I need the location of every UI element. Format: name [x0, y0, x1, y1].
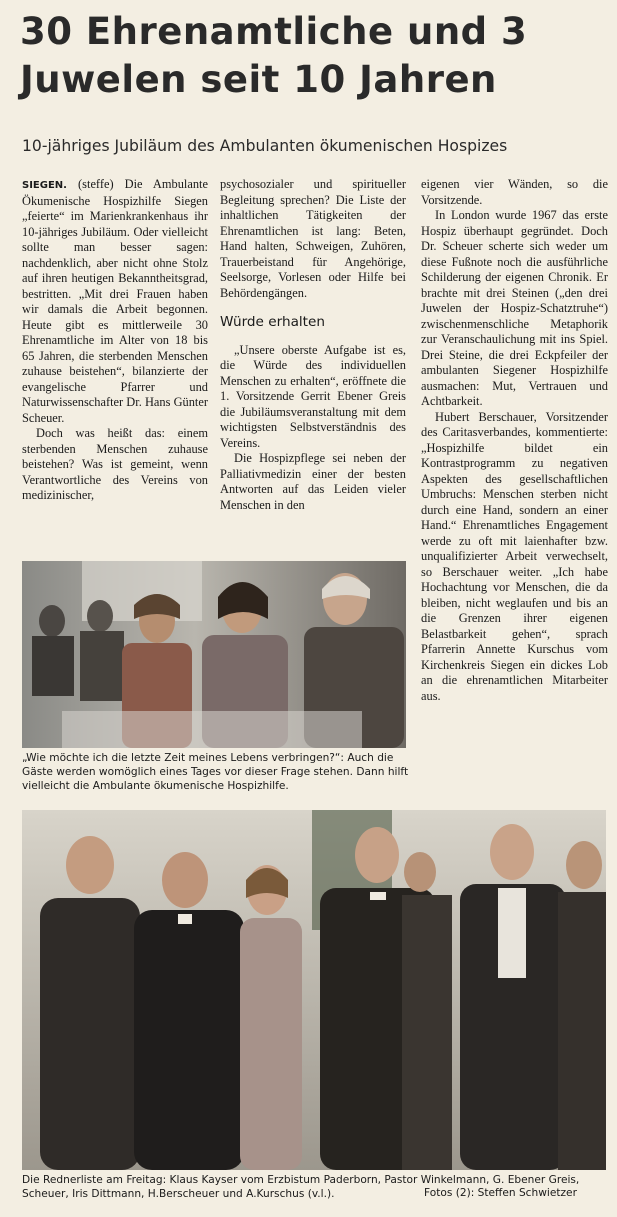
article-column-1: [22, 177, 208, 504]
subheadline: 10-jähriges Jubiläum des Ambulanten ökumenischen Hospizes: [22, 137, 508, 155]
photo-caption: „Wie möchte ich die letzte Zeit meines Lebens verbringen?“: Auch die Gäste werden womöglich eines Tages vor dieser Frage stehen. Dann hilft vielleicht die Ambulante ökumenische Hospizhilfe.: [22, 752, 409, 792]
article-column-3: [421, 177, 608, 704]
speakers-group-photo: [22, 810, 606, 1170]
section-heading: Würde erhalten: [220, 314, 325, 330]
speakers-photo-illustration: [22, 810, 606, 1170]
article-paragraph: In London wurde 1967 das erste Hospiz überhaupt gegründet. Doch Dr. Scheuer scherte sich weder um diese Fußnote noch die ausführliche Schilderung der eigenen Chronik. Er brachte mit drei Steinen („den drei Juwelen der Hospiz-Schatztruhe“) zwischenmenschliche Metaphorik zur Veranschaulichung mit ins Spiel. Drei Steine, die drei Eckpfeiler der ambulanten Siegener Hospizhilfe ausmachen: Mut, Vertrauen und Achtbarkeit.: [421, 208, 608, 408]
audience-photo: [22, 561, 406, 748]
paragraph-text: (steffe) Die Ambulante Ökumenische Hospizhilfe Siegen „feierte“ im Marienkrankenhaus ihr 10-jähriges Jubiläum. Oder vielleicht sollte man besser sagen: nachdenklich, aber nicht ohne Stolz auf ihren heutigen Bekanntheitsgrad, bestritten. „Mit drei Frauen haben wir damals die Arbeit begonnen. Heute gibt es mittlerweile 30 Ehrenamtliche im Alter von 18 bis 65 Jahren, die sterbenden Menschen zuhause beistehen“, bilanzierte der evangelische Pfarrer und Naturwissenschafter Dr. Hans Günter Scheuer.: [22, 177, 208, 425]
article-paragraph: Doch was heißt das: einem sterbenden Menschen zuhause beistehen? Was ist gemeint, wenn Verantwortliche des Vereins von medizinischer,: [22, 426, 208, 502]
article-column-2: [220, 177, 406, 513]
dateline: SIEGEN.: [22, 180, 67, 191]
audience-photo-illustration: [22, 561, 406, 748]
photo-caption: Die Rednerliste am Freitag: Klaus Kayser vom Erzbistum Paderborn, Pastor Winkelmann, G. Ebener Greis, Scheuer, Iris Dittmann, H.Berscheuer und A.Kurschus (v.l.).: [22, 1174, 580, 1200]
article-paragraph: eigenen vier Wänden, so die Vorsitzende.: [421, 177, 608, 207]
article-paragraph: Hubert Berschauer, Vorsitzender des Caritasverbandes, kommentierte: „Hospizhilfe bildet ein Kontrastprogramm zu negativen Aspekten des gesellschaftlichen Umbruchs: Menschen sterben nicht durch eine Hand, sondern an einer Hand.“ Ehrenamtliches Engagement werde zu oft mit laienhafter bzw. unqualifizierter Arbeit verwechselt, so Berschauer weiter. „Ich habe Hochachtung vor Menschen, die da bleiben, nicht weglaufen und bis an die Grenzen ihrer eigenen Belastbarkeit gehen“, sprach Pfarrerin Annette Kurschus vom Kirchenkreis Siegen ein dickes Lob an die ehrenamtlichen Mitarbeiter aus.: [421, 409, 608, 703]
article-paragraph: Die Hospizpflege sei neben der Palliativmedizin einer der besten Antworten auf das Leiden vieler Menschen in den: [220, 451, 406, 512]
headline-line-1: 30 Ehrenamtliche und 3: [20, 10, 528, 53]
headline: [20, 8, 605, 104]
article-paragraph: „Unsere oberste Aufgabe ist es, die Würde des individuellen Menschen zu erhalten“, eröffnete die 1. Vorsitzende Gerrit Ebener Greis die Jubiläumsveranstaltung mit dem wichtigsten Selbstverständnis des Vereins.: [220, 342, 406, 450]
article-paragraph: psychosozialer und spiritueller Begleitung sprechen? Die Liste der inhaltlichen Tätigkeiten der Ehrenamtlichen ist lang: Beten, Hand halten, Schweigen, Zuhören, Trauerbeistand für Angehörige, Seelsorge, Vorlesen oder Hilfe bei Behördengängen.: [220, 177, 406, 300]
article-paragraph: [22, 177, 208, 426]
photo-credit: Fotos (2): Steffen Schwietzer: [424, 1187, 577, 1199]
headline-line-2: Juwelen seit 10 Jahren: [20, 58, 497, 101]
